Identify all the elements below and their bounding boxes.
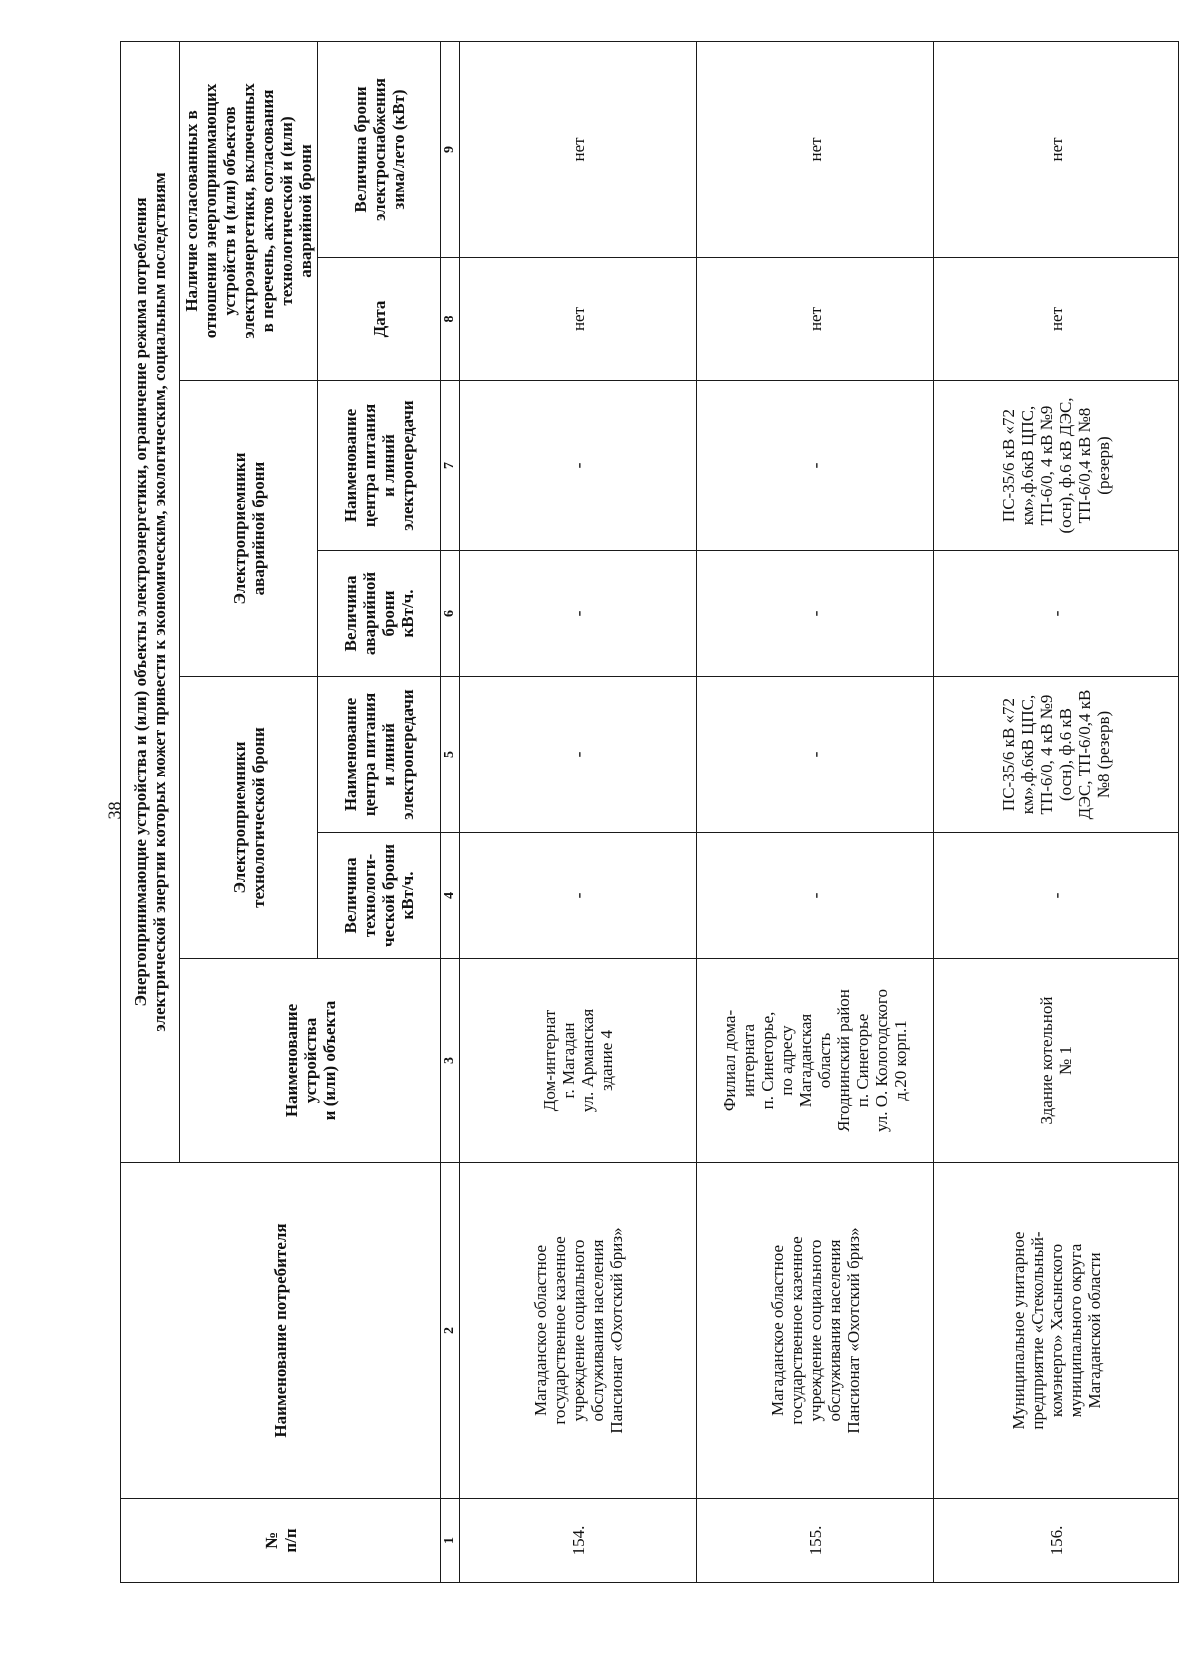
row-tech-center: ПС-35/6 кВ «72 км»,ф.6кВ ЦПС, ТП-6/0, 4 кВ №9 (осн), ф.6 кВ ДЭС, ТП-6/0,4 кВ №8 (резерв): [934, 677, 1179, 833]
row-emerg-center: -: [697, 381, 934, 551]
row-date: нет: [460, 258, 697, 381]
header-date: Дата: [318, 258, 441, 381]
rotated-table-sheet: [120, 42, 1156, 1583]
page-number: 38: [104, 801, 125, 820]
header-group-title: Энергопринимающие устройства и (или) объекты электроэнергетики, ограничение режима потребления электрической энергии которых может привести к экономическим, экологическим, социальным последствиям: [121, 41, 180, 1162]
column-number: 6: [441, 551, 460, 677]
row-date: нет: [697, 258, 934, 381]
column-number: 2: [441, 1163, 460, 1499]
row-tech-center: -: [460, 677, 697, 833]
row-device: Здание котельной № 1: [934, 959, 1179, 1163]
table-row: [934, 41, 1179, 1582]
header-consumer: Наименование потребителя: [121, 1163, 441, 1499]
header-tech-value: Величина технологи- ческой брони кВт/ч.: [318, 833, 441, 959]
row-tech-value: -: [697, 833, 934, 959]
column-number: 4: [441, 833, 460, 959]
row-tech-value: -: [460, 833, 697, 959]
header-emerg-group: Электроприемники аварийной брони: [180, 381, 318, 677]
header-tech-group: Электроприемники технологической брони: [180, 677, 318, 959]
row-device: Филиал дома- интерната п. Синегорье, по адресу Магаданская область Ягоднинский район п. Синегорье ул. О. Кологодского д.20 корп.1: [697, 959, 934, 1163]
column-number: 5: [441, 677, 460, 833]
row-emerg-center: -: [460, 381, 697, 551]
header-supply-value: Величина брони электроснабжения зима/лето (кВт): [318, 41, 441, 257]
row-emerg-center: ПС-35/6 кВ «72 км»,ф.6кВ ЦПС, ТП-6/0, 4 кВ №9 (осн), ф.6 кВ ДЭС, ТП-6/0,4 кВ №8 (резерв): [934, 381, 1179, 551]
row-supply: нет: [460, 41, 697, 257]
header-agreed-group: Наличие согласованных в отношении энергопринимающих устройств и (или) объектов электроэнергетики, включенных в перечень, актов согласования технологической и (или) аварийной брони: [180, 41, 318, 380]
row-num: 156.: [934, 1499, 1179, 1583]
table-row: [697, 41, 934, 1582]
row-emerg-value: -: [697, 551, 934, 677]
header-emerg-value: Величина аварийной брони кВт/ч.: [318, 551, 441, 677]
row-consumer: Магаданское областное государственное казенное учреждение социального обслуживания населения Пансионат «Охотский бриз»: [460, 1163, 697, 1499]
column-number: 3: [441, 959, 460, 1163]
row-emerg-value: -: [460, 551, 697, 677]
row-supply: нет: [934, 41, 1179, 257]
table-row: [460, 41, 697, 1582]
header-num: № п/п: [121, 1499, 441, 1583]
header-emerg-center: Наименование центра питания и линий электропередачи: [318, 381, 441, 551]
column-number: 9: [441, 41, 460, 257]
row-device: Дом-интернат г. Магадан ул. Арманская здание 4: [460, 959, 697, 1163]
column-number: 8: [441, 258, 460, 381]
header-device: Наименование устройства и (или) объекта: [180, 959, 441, 1163]
row-emerg-value: -: [934, 551, 1179, 677]
row-num: 154.: [460, 1499, 697, 1583]
row-supply: нет: [697, 41, 934, 257]
row-date: нет: [934, 258, 1179, 381]
energy-consumers-table: [120, 41, 1179, 1583]
row-consumer: Магаданское областное государственное казенное учреждение социального обслуживания населения Пансионат «Охотский бриз»: [697, 1163, 934, 1499]
column-number: 7: [441, 381, 460, 551]
column-number-row: [441, 41, 460, 1582]
header-tech-center: Наименование центра питания и линий электропередачи: [318, 677, 441, 833]
row-tech-center: -: [697, 677, 934, 833]
row-tech-value: -: [934, 833, 1179, 959]
row-num: 155.: [697, 1499, 934, 1583]
column-number: 1: [441, 1499, 460, 1583]
row-consumer: Муниципальное унитарное предприятие «Стекольный- комэнерго» Хасынского муниципального округа Магаданской области: [934, 1163, 1179, 1499]
